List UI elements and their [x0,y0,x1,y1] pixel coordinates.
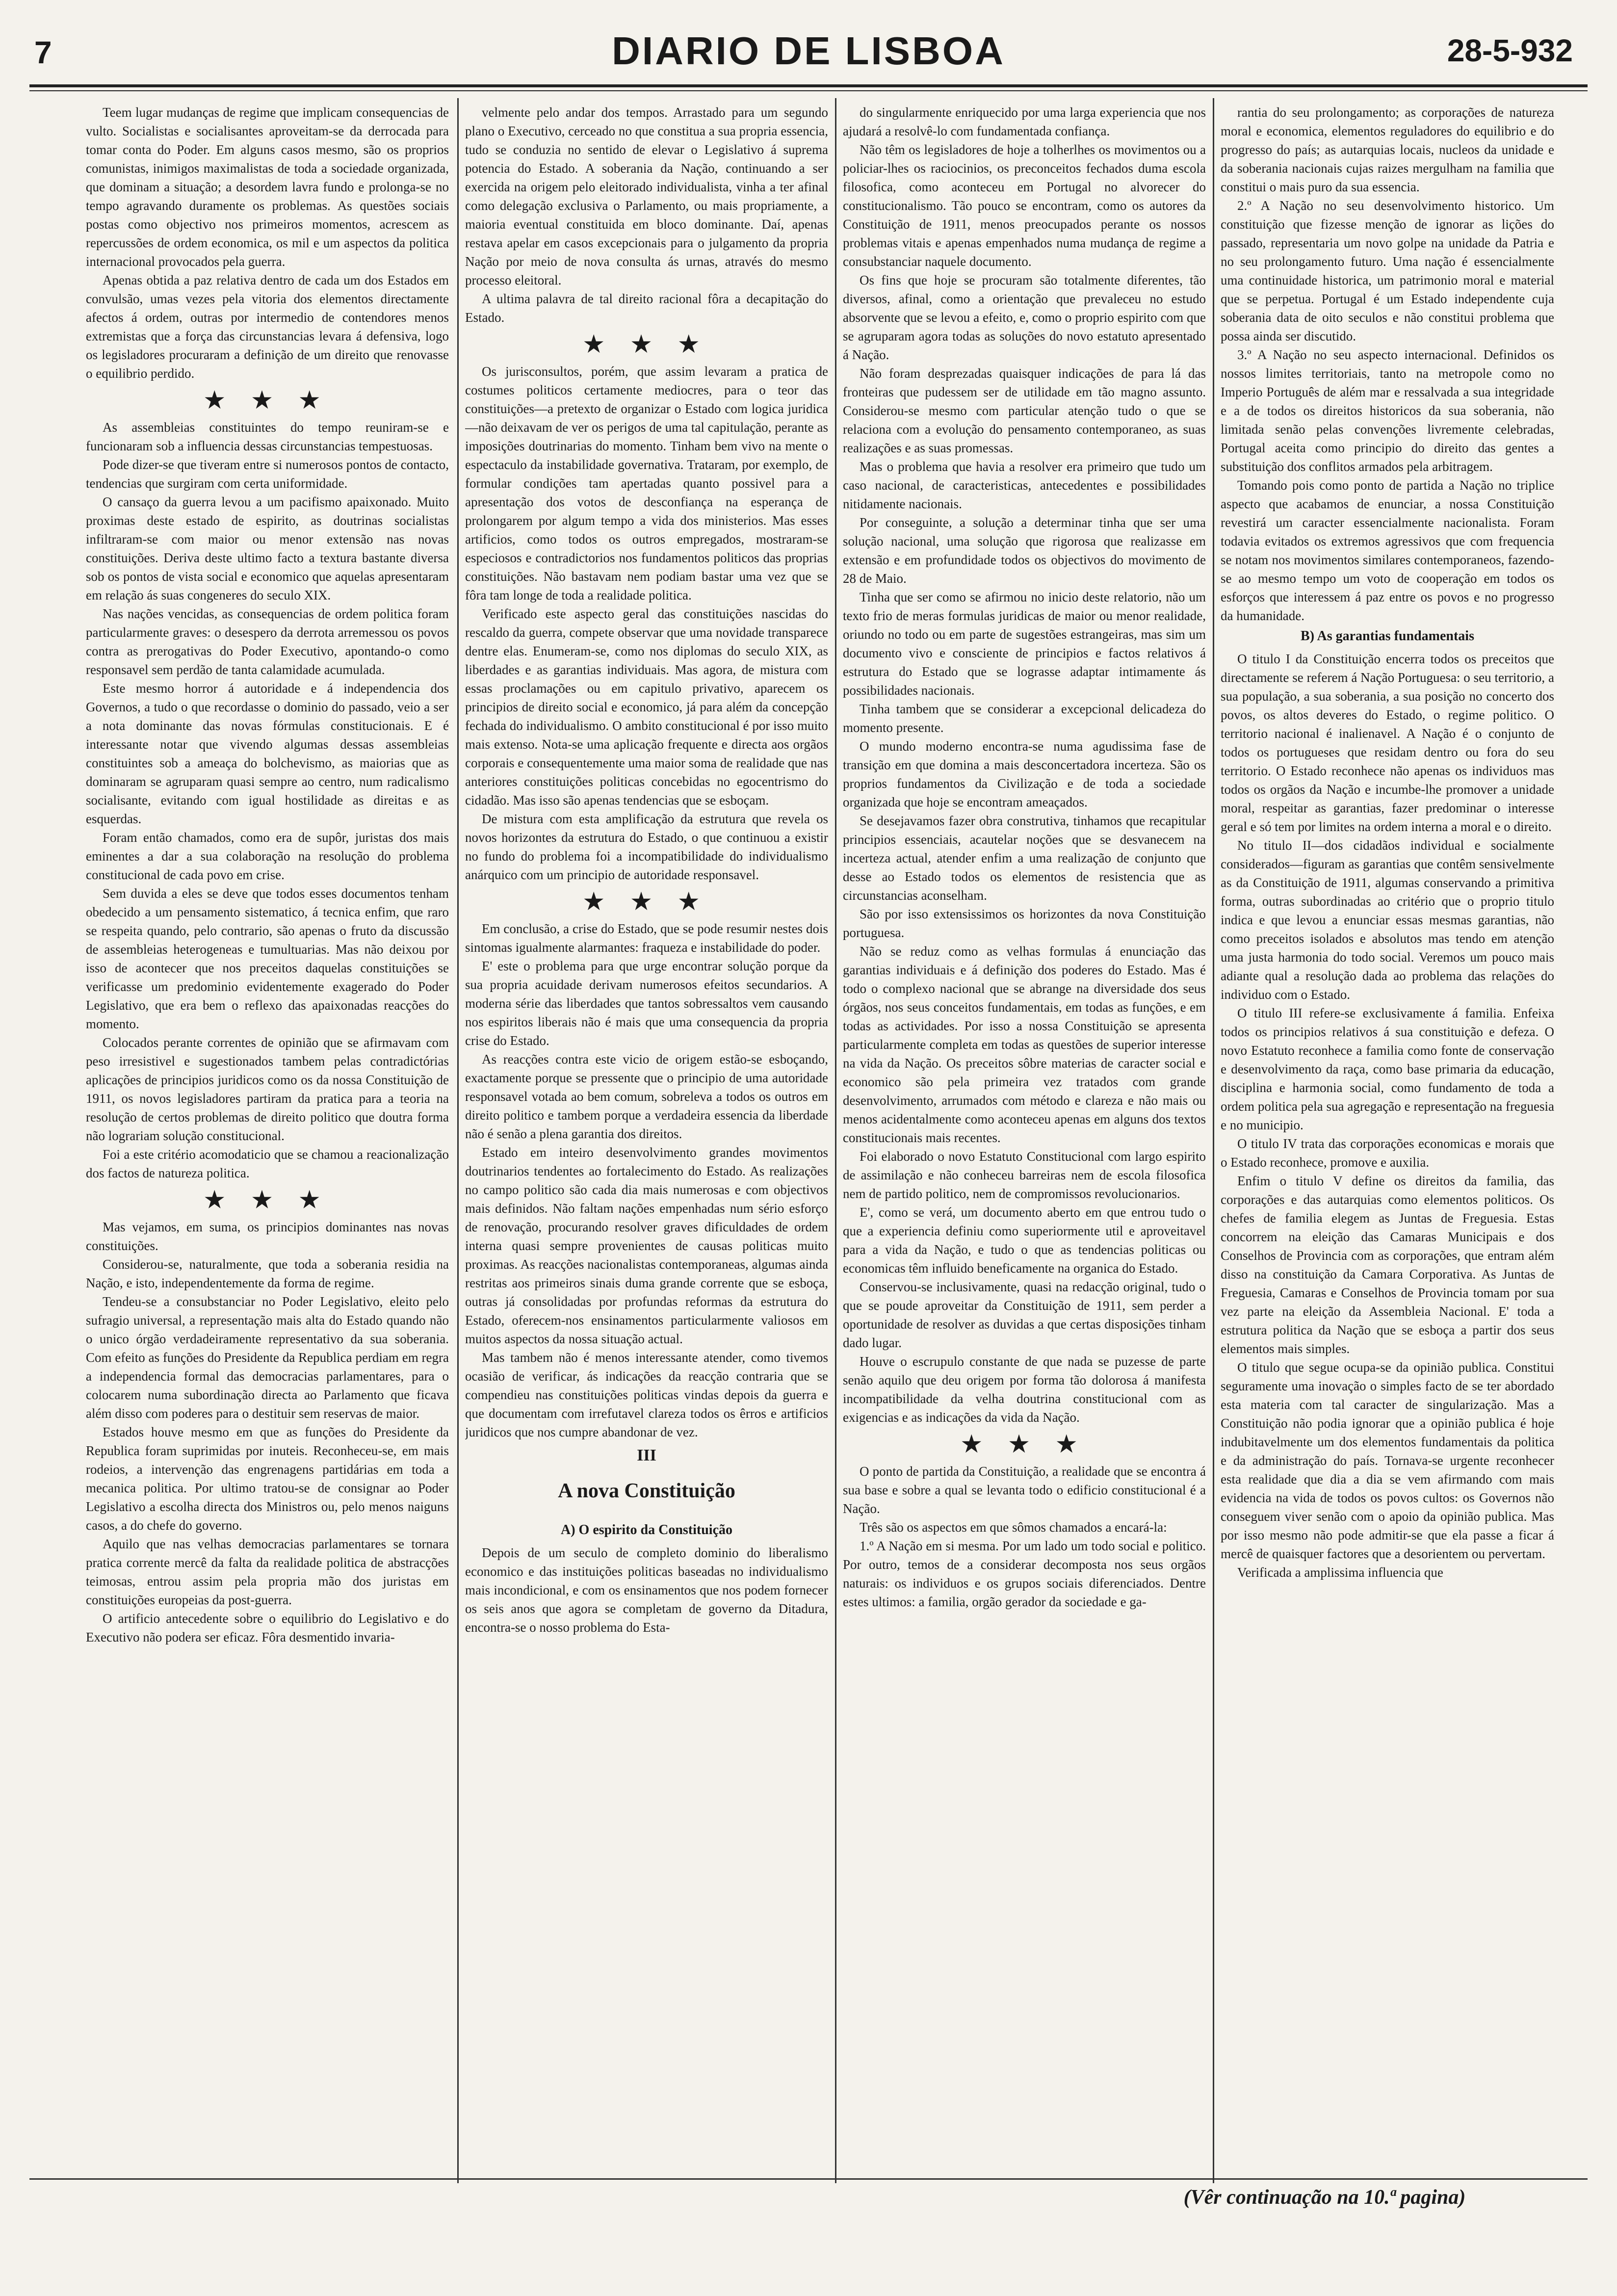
section-separator: ★ ★ ★ [961,1432,1088,1457]
paragraph: O artificio antecedente sobre o equilibrio do Legislativo e do Executivo não podera ser eficaz. Fôra desmentido invaria- [86,1611,449,1644]
paragraph: 2.º A Nação no seu desenvolvimento historico. Um constituição que fizesse menção de ignorar as lições do passado, representaria um novo golpe na unidade da Patria e no seu prolongamento futuro. Uma nação é essencialmente uma continuidade historica, um patrimonio moral e material que se perpetua. Portugal é um Estado independente cuja soberania data de oito seculos e não constitui problema que possa ainda ser discutido. [1221,198,1554,343]
section-separator: ★ ★ ★ [204,388,331,413]
paragraph: O mundo moderno encontra-se numa agudissima fase de transição em que domina a mais desconcertadora incerteza. São os proprios fundamentos da Civilização e de toda a sociedade organizada que hoje se encontram ameaçados. [843,739,1206,809]
paragraph: Pode dizer-se que tiveram entre si numerosos pontos de contacto, tendencias que surgiram com certa uniformidade. [86,457,449,491]
paragraph: E' este o problema para que urge encontrar solução porque da sua propria acuidade derivam numerosos efeitos secundarios. A moderna série das liberdades que tantos sobressaltos vem causando nos espiritos liberais não é mais que uma consequencia da propria crise do Estado. [465,959,828,1048]
paragraph: As assembleias constituintes do tempo reuniram-se e funcionaram sob a influencia dessas circunstancias tempestuosas. [86,420,449,453]
paragraph: rantia do seu prolongamento; as corporações de natureza moral e economica, elementos reguladores do equilibrio e do progresso do país; as autarquias locais, nucleos da unidade e da soberania nacionais cujas raizes mergulham na familia que constitui o mais puro da sua essencia. [1221,105,1554,194]
paragraph: Depois de um seculo de completo dominio do liberalismo economico e das instituições politicas baseadas no individualismo mais incondicional, e com os ensinamentos que nos podem fornecer os seis anos que agora se completam de governo da Ditadura, encontra-se o nosso problema do Esta- [465,1545,828,1635]
paragraph: O ponto de partida da Constituição, a realidade que se encontra á sua base e sobre a qual se levanta todo o edificio constitucional é a Nação. [843,1464,1206,1516]
paragraph: Foi elaborado o novo Estatuto Constitucional com largo espirito de assimilação e não conheceu barreiras nem de escola filosofica nem de partido politico, nem de compromissos revolucionarios. [843,1149,1206,1201]
paragraph: Nas nações vencidas, as consequencias de ordem politica foram particularmente graves: o desespero da derrota arremessou os povos contra as prerogativas do Poder Executivo, apontando-o como responsavel sem perdão de tanta calamidade acumulada. [86,606,449,677]
paragraph: Verificado este aspecto geral das constituições nascidas do rescaldo da guerra, compete observar que uma novidade transparece dentre elas. Enumeram-se, como nos diplomas do seculo XIX, as liberdades e as garantias individuais. Mas agora, de mistura com essas proclamações ou em capitulo privativo, aparecem os principios de direito social e economico, já para além da concepção fechada do individualismo. O ambito constitucional é por isso muito mais extenso. Nota-se uma aplicação frequente e directa aos orgãos corporais e consequentemente uma maior soma de realidade que nas anteriores constituições politicas concebidas no egocentrismo do cidadão. Mas isso são apenas tendencias que se esboçam. [465,606,828,808]
paragraph: Mas tambem não é menos interessante atender, como tivemos ocasião de verificar, ás indicações da reacção contraria que se compendieu nas constituições politicas vindas depois da guerra e que documentam com irrefutavel clareza todos os êrros e artificios juridicos que nos cumpre abandonar de vez. [465,1350,828,1439]
paragraph: O titulo IV trata das corporações economicas e morais que o Estado reconhece, promove e auxilia. [1221,1136,1554,1170]
section-title: A nova Constituição [558,1480,735,1502]
paragraph: Tinha que ser como se afirmou no inicio deste relatorio, não um texto frio de meras formulas juridicas de maior ou menor realidade, oriundo no todo ou em parte de sugestões estrangeiras, mas sim um documento vivo e consciente de principios e factos relativos á estrutura do Estado que se lograsse adaptar intimamente ás possibilidades nacionais. [843,590,1206,698]
paragraph: E', como se verá, um documento aberto em que entrou tudo o que a experiencia definiu como superiormente util e aproveitavel para a vida da Nação, e tudo o que as tendencias politicas ou economicas têm influido beneficamente na organica do Estado. [843,1205,1206,1276]
paragraph: Não têm os legisladores de hoje a tolherlhes os movimentos ou a policiar-lhes os raciocinios, os preconceitos fechados duma escola filosofica, como aconteceu em Portugal no alvorecer do constitucionalismo. Tão pouco se encontram, como os autores da Constituição de 1911, menos preocupados perante os nossos problemas vitais e apenas empenhados numa mudança de regime a consubstanciar naquele documento. [843,142,1206,269]
paragraph: Tendeu-se a consubstanciar no Poder Legislativo, eleito pelo sufragio universal, a representação mais alta do Estado quando não o unico órgão verdadeiramente representativo da sua soberania. Com efeito as funções do Presidente da Republica perdiam em regra a independencia formal das democracias parlamentares, para o colocarem numa subordinação directa ao Parlamento que ficava além disso com poderes para o destituir sem reservas de maior. [86,1294,449,1421]
paragraph: No titulo II—dos cidadãos individual e socialmente considerados—figuram as garantias que contêm sensivelmente as da Constituição de 1911, algumas conservando a primitiva forma, outras subordinadas ao critério que o proprio titulo indica e que levou a enunciar essas mesmas garantias, não como preceitos isolados e absolutos mas tendo em atenção uma justa harmonia do todo social. Veremos um pouco mais adiante qual a resolução dada ao problema das relações do individuo com o Estado. [1221,838,1554,1002]
section-separator: ★ ★ ★ [204,1187,331,1212]
column-3 [843,103,1206,2178]
footer-rule [29,2178,1588,2180]
paragraph: O titulo que segue ocupa-se da opinião publica. Constitui seguramente uma inovação o simples facto de se ter abordado esta materia com tal caracter de singularização. Mas a Constituição não podia ignorar que a opinião publica é hoje indubitavelmente um dos elementos fundamentais da politica e da administração do país. Tornava-se urgente reconhecer esta realidade que dia a dia se vem afirmando com mais evidencia na vida de todos os povos cultos: os Governos não conseguem viver senão com o apoio da opinião publica. Mas por isso mesmo não pode admitir-se que ela passe a ficar á mercê de quaisquer factores que a desorientem ou pervertam. [1221,1360,1554,1561]
page-number: 7 [34,35,52,70]
paragraph: Foi a este critério acomodaticio que se chamou a reacionalização dos factos de natureza politica. [86,1147,449,1180]
paragraph: De mistura com esta amplificação da estrutura que revela os novos horizontes da estrutura do Estado, o que continuou a existir no fundo do problema foi a incompatibilidade do individualismo anárquico com um principio de autoridade responsavel. [465,811,828,882]
paragraph: Verificada a amplissima influencia que [1237,1565,1443,1580]
paragraph: Houve o escrupulo constante de que nada se puzesse de parte senão aquilo que deu origem por forma tão dolorosa á manifesta incompatibilidade da velha doutrina constitucional com as exigencias e as indicações da vida da Nação. [843,1354,1206,1425]
paragraph: Foram então chamados, como era de supôr, juristas dos mais eminentes a dar a sua colaboração na resolução do problema constitucional de cada povo em crise. [86,830,449,882]
paragraph: O titulo I da Constituição encerra todos os preceitos que directamente se referem á Nação Portuguesa: o seu territorio, a sua população, a sua soberania, a sua posição no concerto dos povos, os altos deveres do Estado, o regime politico. O territorio nacional é inalienavel. A Nação é o conjunto de todos os portugueses que residam dentro ou fora do seu territorio. O Estado reconhece não apenas os individuos mas todos os orgãos da Nação e incumbe-lhe promover a unidade moral, respeitar as garantias, fazer predominar o interesse geral e só tem por limites na ordem interna a moral e o direito. [1221,652,1554,834]
paragraph: Mas o problema que havia a resolver era primeiro que tudo um caso nacional, de caracteristicas, antecedentes e possibilidades nitidamente nacionais. [843,459,1206,511]
column-4 [1221,103,1554,2178]
paragraph: velmente pelo andar dos tempos. Arrastado para um segundo plano o Executivo, cerceado no que constitua a sua propria essencia, tudo se conduzia no sentido de elevar o Legislativo á suprema potencia do Estado. A soberania da Nação, continuando a ser exercida na origem pelo eleitorado individualista, vinha a ter afinal como delegação exclusiva o Parlamento, ou mais propriamente, a maioria eventual constituida em bloco dominante. Daí, apenas restava apelar em casos excepcionais para o julgamento da propria Nação por meio de nova consulta ás urnas, através do mesmo processo eleitoral. [465,105,828,287]
paragraph: A ultima palavra de tal direito racional fôra a decapitação do Estado. [465,291,828,325]
column-divider [457,98,459,2183]
paragraph: Não se reduz como as velhas formulas á enunciação das garantias individuais e á definição dos poderes do Estado. Mas é todo o complexo nacional que se abrange na diversidade dos seus órgãos, nos seus conceitos fundamentais, em todas as funções, e em todas as actividades. Por isso a nossa Constituição se apresenta particularmente completa em todas as questões de superior interesse na vida da Nação. Os preceitos sôbre materias de caracter social e economico são pela primeira vez tratados com grande desenvolvimento, arrumados com método e clareza e não mais ou menos acidentalmente como aconteceu apenas em alguns dos textos constitucionais mais recentes. [843,944,1206,1145]
paragraph: Tomando pois como ponto de partida a Nação no triplice aspecto que acabamos de enunciar, a nossa Constituição revestirá um caracter essencialmente nacionalista. Foram todavia evitados os extremos agressivos que com frequencia se notam nos movimentos similares contemporaneos, fazendo-se ao mesmo tempo um voto de cooperação em todos os esforços que interessem á paz entre os povos e no progresso da humanidade. [1221,478,1554,623]
paragraph: Aquilo que nas velhas democracias parlamentares se tornara pratica corrente mercê da falta da realidade politica de abstracções teimosas, entrou assim pela propria mão dos juristas em constituições europeias da post-guerra. [86,1537,449,1607]
paragraph: do singularmente enriquecido por uma larga experiencia que nos ajudará a resolvê-lo com fundamentada confiança. [843,105,1206,138]
paragraph: Os jurisconsultos, porém, que assim levaram a pratica de costumes politicos certamente mediocres, para o teor das constituições—a pretexto de organizar o Estado com logica juridica—não deixavam de ver os perigos de uma tal capitulação, perante as imposições doutrinarias do momento. Tinham bem vivo na mente o espectaculo da instabilidade governativa. Trataram, por exemplo, de formular condições tam apertadas quanto possivel para a apresentação dos votos de desconfiança na esperança de prolongarem por algum tempo a vida dos ministerios. Mas esses artificios, como todos os outros empregados, mostraram-se especiosos e contradictorios nos fundamentos politicos das proprias constituições. Não bastavam nem podiam bastar uma vez que se fôra tam longe de toda a realidade politica. [465,364,828,602]
section-separator: ★ ★ ★ [583,332,710,357]
column-divider [835,98,836,2183]
column-divider [1213,98,1214,2183]
paragraph: Teem lugar mudanças de regime que implicam consequencias de vulto. Socialistas e socialisantes aproveitam-se da derrocada para tomar conta do Poder. Em alguns casos mesmo, são os proprios comunistas, inimigos maximalistas de toda a sociedade organizada, que dominam a situação; a desordem lavra fundo e prolonga-se no tempo agravando duramente os problemas. As questões sociais postas como objectivo nos primeiros momentos, acrescem as repercussões de ordem economica, os mil e um aspectos da politica internacional provocados pela guerra. [86,105,449,269]
paragraph: O cansaço da guerra levou a um pacifismo apaixonado. Muito proximas deste estado de espirito, as doutrinas socialistas infiltraram-se com maior ou menor extensão nas novas constituições. Deriva deste ultimo facto a textura bastante diversa sob os pontos de vista social e economico que aquelas apresentaram em relação ás suas congeneres do seculo XIX. [86,495,449,602]
paragraph: Em conclusão, a crise do Estado, que se pode resumir nestes dois sintomas igualmente alarmantes: fraqueza e instabilidade do poder. [465,921,828,955]
paragraph: Considerou-se, naturalmente, que toda a soberania residia na Nação, e isto, independentemente da forma de regime. [86,1257,449,1290]
paragraph: 3.º A Nação no seu aspecto internacional. Definidos os nossos limites territoriais, tanto na metropole como no Imperio Português de além mar e ressalvada a sua integridade e a de todos os direitos historicos da sua soberania, não limitada senão pelas convenções livremente celebradas, Portugal aceita como principio do direito das gentes a substituição dos conflitos armados pela arbitragem. [1221,347,1554,474]
section-separator: ★ ★ ★ [583,889,710,914]
paragraph: Tinha tambem que se considerar a excepcional delicadeza do momento presente. [843,702,1206,735]
paragraph: Se desejavamos fazer obra construtiva, tinhamos que recapitular principios essenciais, acautelar noções que se desvanecem na incerteza actual, atender enfim a uma realização de conjunto que desse ao Estado todos os elementos de resistencia que as circunstancias aconselham. [843,813,1206,903]
paragraph: 1.º A Nação em si mesma. Por um lado um todo social e politico. Por outro, temos de a considerar decomposta nos seus orgãos naturais: os individuos e os grupos sociais diferenciados. Dentre estes ultimos: a familia, orgão gerador da sociedade e ga- [843,1539,1206,1609]
paragraph: Enfim o titulo V define os direitos da familia, das corporações e das autarquias como elementos politicos. Os chefes de familia elegem as Juntas de Freguesia. Estas concorrem na eleição das Camaras Municipais e dos Conselhos de Provincia com as corporações, que entram além disso na constituição da Camara Corporativa. As Juntas de Freguesia, Camaras e Conselhos de Provincia tomam por sua vez parte na eleição da Assembleia Nacional. E' toda a estrutura politica da Nação que se esboça a partir dos seus elementos mais simples. [1221,1174,1554,1356]
paragraph: Conservou-se inclusivamente, quasi na redacção original, tudo o que se poude aproveitar da Constituição de 1911, sem perder a oportunidade de resolver as duvidas a que certas disposições tinham dado lugar. [843,1279,1206,1350]
column-2 [465,103,828,2178]
continuation-note: (Vêr continuação na 10.ª pagina) [1183,2186,1466,2209]
paragraph: Mas vejamos, em suma, os principios dominantes nas novas constituições. [86,1220,449,1253]
paragraph: Não foram desprezadas quaisquer indicações de para lá das fronteiras que pudessem ser de utilidade em tão magno assunto. Considerou-se mesmo com particular atenção tudo o que se relaciona com a evolução do pensamento contemporaneo, as suas realizações e as suas promessas. [843,366,1206,455]
issue-date: 28-5-932 [1447,33,1573,68]
paragraph: Estado em inteiro desenvolvimento grandes movimentos doutrinarios tendentes ao fortalecimento do Estado. As realizações no campo politico são cada dia mais numerosas e com objectivos mais definidos. Não faltam nações empenhadas num sério esforço de renovação, procurando resolver graves dificuldades de ordem interna quasi sempre provenientes de causas politicas muito proximas. As reacções nacionalistas contemporaneas, algumas ainda restritas aos primeiros sinais duma grande corrente que se esboça, outras já consolidadas por profundas reformas da estrutura do Estado, oferecem-nos ensinamentos particularmente valiosos em muitos aspectos da nossa situação actual. [465,1145,828,1346]
section-number: III [637,1446,656,1464]
paragraph: Colocados perante correntes de opinião que se afirmavam com peso irresistivel e sugestionados tambem pelas contradictórias aplicações de principios juridicos como os da nossa Constituição de 1911, os novos legisladores partiram da pratica para a teoria na resolução de certos problemas de direito politico que doutra forma não lograriam solução constitucional. [86,1035,449,1143]
paragraph: Este mesmo horror á autoridade e á independencia dos Governos, a tudo o que recordasse o dominio do passado, veio a ser a nota dominante das novas fórmulas constitucionais. E é interessante notar que vivendo algumas dessas assembleias constituintes sob a ameaça do bolchevismo, as maiorias que as dominaram se agruparam quasi sempre ao centro, num radicalismo socialisante, evitando com igual hostilidade as direitas e as esquerdas. [86,681,449,826]
paragraph: Sem duvida a eles se deve que todos esses documentos tenham obedecido a um pensamento sistematico, á tecnica enfim, que raro se respeita quando, pelo contrario, são apenas o fruto da discussão de assembleias heterogeneas e tumultuarias. Mas não deixou por isso de acontecer que nos preceitos daquelas constituições se verificasse um predominio evidentemente exagerado do Poder Legislativo, que era bem o reflexo das apaixonadas reacções do momento. [86,886,449,1031]
paragraph: Estados houve mesmo em que as funções do Presidente da Republica foram suprimidas por inuteis. Reconheceu-se, em mais rodeios, a intervenção das engrenagens partidárias em toda a mecanica politica. Por ultimo tratou-se de consignar ao Poder Legislativo a escolha directa dos Ministros ou, pelo menos naiguns casos, a do chefe do governo. [86,1425,449,1533]
paragraph: Apenas obtida a paz relativa dentro de cada um dos Estados em convulsão, umas vezes pela vitoria dos elementos directamente afectos á ordem, outras por intermedio de contendores menos extremistas que a força das circunstancias levara á defensiva, logo os legisladores procuraram a definição de um direito que renovasse o equilibrio perdido. [86,273,449,381]
paragraph: Por conseguinte, a solução a determinar tinha que ser uma solução nacional, uma solução que rigorosa que realizasse em extensão e em profundidade todos os objectivos do movimento de 28 de Maio. [843,515,1206,586]
subsection-title: A) O espirito da Constituição [561,1522,732,1538]
paragraph: Os fins que hoje se procuram são totalmente diferentes, tão diversos, afinal, como a orientação que prevaleceu no estudo absorvente que se levou a efeito, e, como o proprio espirito com que se agruparam agora todas as soluções do novo estatuto apresentado á Nação. [843,273,1206,362]
subsection-title: B) As garantias fundamentais [1301,628,1474,644]
paragraph: Três são os aspectos em que sômos chamados a encará-la: [860,1520,1167,1535]
paragraph: O titulo III refere-se exclusivamente á familia. Enfeixa todos os principios relativos á sua constituição e defeza. O novo Estatuto reconhece a familia como fonte de conservação e desenvolvimento da raça, como base primaria da educação, disciplina e harmonia social, como fundamento de toda a ordem politica pela sua agregação e representação na freguesia e no municipio. [1221,1006,1554,1132]
paragraph: São por isso extensissimos os horizontes da nova Constituição portuguesa. [843,907,1206,940]
newspaper-title: DIARIO DE LISBOA [612,29,1005,73]
column-1 [86,103,449,2178]
paragraph: As reacções contra este vicio de origem estão-se esboçando, exactamente porque se pressente que o principio de uma autoridade responsavel votada ao bem comum, sobreleva a todos os outros em direito politico e tambem porque a verdadeira essencia da liberdade não é senão a plena garantia dos direitos. [465,1052,828,1141]
